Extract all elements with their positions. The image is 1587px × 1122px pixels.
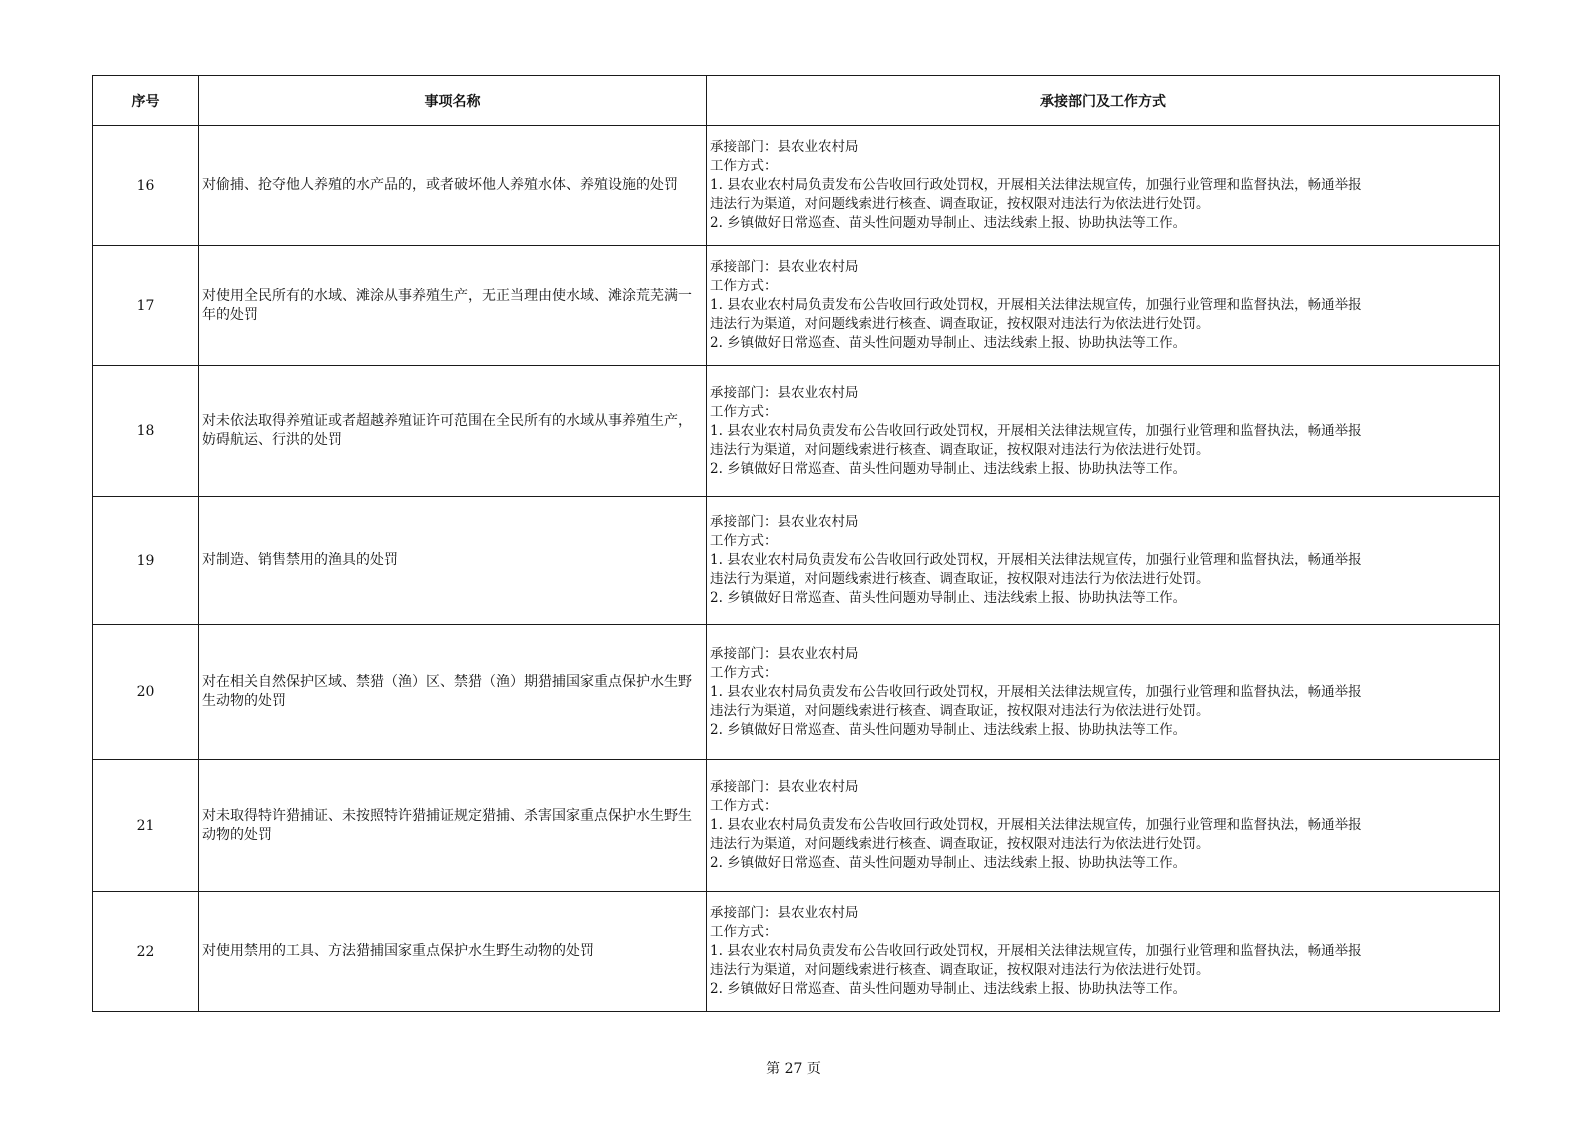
items-table (92, 75, 1500, 1012)
department-line: 承接部门：县农业农村局 (710, 905, 859, 921)
method-label: 工作方式： (710, 158, 778, 174)
method-item-1: 1. 县农业农村局负责发布公告收回行政处罚权，开展相关法律法规宣传，加强行业管理和监督执法，畅通举报 (710, 552, 1362, 568)
serial-number-cell: 16 (93, 126, 199, 246)
department-method-cell (707, 625, 1500, 760)
method-label: 工作方式： (710, 924, 778, 940)
department-line: 承接部门：县农业农村局 (710, 139, 859, 155)
department-line: 承接部门：县农业农村局 (710, 779, 859, 795)
serial-number-cell: 18 (93, 366, 199, 497)
method-item-1-continued: 违法行为渠道，对问题线索进行核查、调查取证，按权限对违法行为依法进行处罚。 (710, 702, 1210, 719)
method-item-1-continued: 违法行为渠道，对问题线索进行核查、调查取证，按权限对违法行为依法进行处罚。 (710, 316, 1210, 332)
department-line: 承接部门：县农业农村局 (710, 384, 859, 401)
header-serial-number: 序号 (93, 76, 199, 126)
item-name-cell: 对使用全民所有的水域、滩涂从事养殖生产，无正当理由使水域、滩涂荒芜满一年的处罚 (199, 246, 707, 366)
department-line: 承接部门：县农业农村局 (710, 514, 859, 530)
method-item-2: 2. 乡镇做好日常巡查、苗头性问题劝导制止、违法线索上报、协助执法等工作。 (710, 981, 1187, 997)
method-item-2: 2. 乡镇做好日常巡查、苗头性问题劝导制止、违法线索上报、协助执法等工作。 (710, 590, 1187, 606)
serial-number-cell: 21 (93, 760, 199, 892)
header-row (93, 76, 1500, 126)
serial-number-cell: 17 (93, 246, 199, 366)
serial-number-cell: 20 (93, 625, 199, 760)
item-name-cell: 对偷捕、抢夺他人养殖的水产品的，或者破坏他人养殖水体、养殖设施的处罚 (199, 126, 707, 246)
method-label: 工作方式： (710, 278, 778, 294)
serial-number-cell: 19 (93, 497, 199, 625)
item-name-cell: 对未依法取得养殖证或者超越养殖证许可范围在全民所有的水域从事养殖生产，妨碍航运、行洪的处罚 (199, 366, 707, 497)
table-row (93, 760, 1500, 892)
method-item-2: 2. 乡镇做好日常巡查、苗头性问题劝导制止、违法线索上报、协助执法等工作。 (710, 721, 1187, 738)
table-row (93, 625, 1500, 760)
department-method-cell (707, 126, 1500, 246)
method-label: 工作方式： (710, 403, 778, 420)
header-item-name: 事项名称 (199, 76, 707, 126)
method-item-2: 2. 乡镇做好日常巡查、苗头性问题劝导制止、违法线索上报、协助执法等工作。 (710, 335, 1187, 351)
method-item-2: 2. 乡镇做好日常巡查、苗头性问题劝导制止、违法线索上报、协助执法等工作。 (710, 215, 1187, 231)
method-item-1-continued: 违法行为渠道，对问题线索进行核查、调查取证，按权限对违法行为依法进行处罚。 (710, 836, 1210, 852)
department-line: 承接部门：县农业农村局 (710, 645, 859, 662)
table-row (93, 497, 1500, 625)
department-method-cell (707, 366, 1500, 497)
method-label: 工作方式： (710, 798, 778, 814)
method-item-1: 1. 县农业农村局负责发布公告收回行政处罚权，开展相关法律法规宣传，加强行业管理和监督执法，畅通举报 (710, 683, 1362, 700)
department-line: 承接部门：县农业农村局 (710, 259, 859, 275)
method-item-1: 1. 县农业农村局负责发布公告收回行政处罚权，开展相关法律法规宣传，加强行业管理和监督执法，畅通举报 (710, 177, 1362, 193)
table-row (93, 246, 1500, 366)
header-department-and-method: 承接部门及工作方式 (707, 76, 1500, 126)
table-row (93, 126, 1500, 246)
method-item-1-continued: 违法行为渠道，对问题线索进行核查、调查取证，按权限对违法行为依法进行处罚。 (710, 441, 1210, 458)
page-number: 第 27 页 (766, 1061, 821, 1077)
method-item-1-continued: 违法行为渠道，对问题线索进行核查、调查取证，按权限对违法行为依法进行处罚。 (710, 571, 1210, 587)
department-method-cell (707, 497, 1500, 625)
method-label: 工作方式： (710, 533, 778, 549)
item-name-cell: 对在相关自然保护区域、禁猎（渔）区、禁猎（渔）期猎捕国家重点保护水生野生动物的处罚 (199, 625, 707, 760)
department-method-cell (707, 760, 1500, 892)
serial-number-cell: 22 (93, 892, 199, 1012)
method-item-1-continued: 违法行为渠道，对问题线索进行核查、调查取证，按权限对违法行为依法进行处罚。 (710, 196, 1210, 212)
department-method-cell (707, 246, 1500, 366)
table-row (93, 892, 1500, 1012)
table-row (93, 366, 1500, 497)
item-name-cell: 对未取得特许猎捕证、未按照特许猎捕证规定猎捕、杀害国家重点保护水生野生动物的处罚 (199, 760, 707, 892)
method-item-1: 1. 县农业农村局负责发布公告收回行政处罚权，开展相关法律法规宣传，加强行业管理和监督执法，畅通举报 (710, 422, 1362, 439)
method-label: 工作方式： (710, 664, 778, 681)
method-item-2: 2. 乡镇做好日常巡查、苗头性问题劝导制止、违法线索上报、协助执法等工作。 (710, 460, 1187, 477)
item-name-cell: 对制造、销售禁用的渔具的处罚 (199, 497, 707, 625)
method-item-1-continued: 违法行为渠道，对问题线索进行核查、调查取证，按权限对违法行为依法进行处罚。 (710, 962, 1210, 978)
method-item-1: 1. 县农业农村局负责发布公告收回行政处罚权，开展相关法律法规宣传，加强行业管理和监督执法，畅通举报 (710, 943, 1362, 959)
department-method-cell (707, 892, 1500, 1012)
method-item-2: 2. 乡镇做好日常巡查、苗头性问题劝导制止、违法线索上报、协助执法等工作。 (710, 855, 1187, 871)
item-name-cell: 对使用禁用的工具、方法猎捕国家重点保护水生野生动物的处罚 (199, 892, 707, 1012)
method-item-1: 1. 县农业农村局负责发布公告收回行政处罚权，开展相关法律法规宣传，加强行业管理和监督执法，畅通举报 (710, 297, 1362, 313)
method-item-1: 1. 县农业农村局负责发布公告收回行政处罚权，开展相关法律法规宣传，加强行业管理和监督执法，畅通举报 (710, 817, 1362, 833)
